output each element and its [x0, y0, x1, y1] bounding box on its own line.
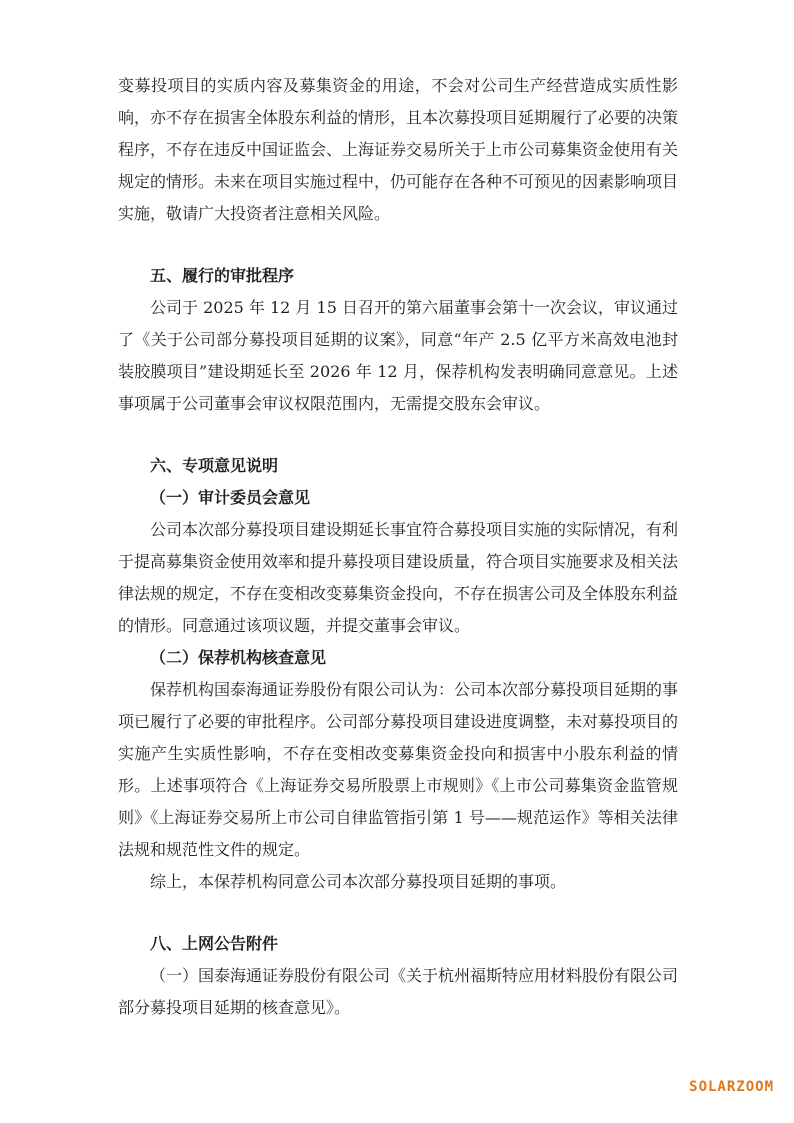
paragraph: 保荐机构国泰海通证券股份有限公司认为：公司本次部分募投项目延期的事项已履行了必要的审批程序。公司部分募投项目建设进度调整，未对募投项目的实施产生实质性影响，不存在变相改变募集资金投向和损害中小股东利益的情形。上述事项符合《上海证券交易所股票上市规则》《上市公司募集资金监管规则》《上海证券交易所上市公司自律监管指引第 1 号——规范运作》等相关法律法规和规范性文件的规定。	[118, 680, 679, 859]
section-heading: 八、上网公告附件	[150, 934, 279, 953]
paragraph: 公司于 2025 年 12 月 15 日召开的第六届董事会第十一次会议，审议通过了《关于公司部分募投项目延期的议案》，同意“年产 2.5 亿平方米高效电池封装胶膜项目”建设期延长至 2026 年 12 月，保荐机构发表明确同意意见。上述事项属于公司董事会审议权限范围内，无需提交股东会审议。	[118, 298, 678, 413]
section-subheading: （二）保荐机构核查意见	[150, 648, 327, 667]
announcement-body	[118, 70, 678, 1024]
paragraph: 公司本次部分募投项目建设期延长事宜符合募投项目实施的实际情况，有利于提高募集资金使用效率和提升募投项目建设质量，符合项目实施要求及相关法律法规的规定，不存在变相改变募集资金投向，不存在损害公司及全体股东利益的情形。同意通过该项议题，并提交董事会审议。	[118, 520, 679, 635]
section-subheading: （一）审计委员会意见	[150, 488, 311, 507]
paragraph: 综上，本保荐机构同意公司本次部分募投项目延期的事项。	[150, 872, 567, 891]
solarzoom-watermark: SOLARZOOM	[689, 1079, 774, 1095]
section-heading: 五、履行的审批程序	[150, 266, 295, 285]
paragraph: （一）国泰海通证券股份有限公司《关于杭州福斯特应用材料股份有限公司部分募投项目延期的核查意见》。	[118, 966, 679, 1017]
paragraph: 变募投项目的实质内容及募集资金的用途，不会对公司生产经营造成实质性影响，亦不存在损害全体股东利益的情形，且本次募投项目延期履行了必要的决策程序，不存在违反中国证监会、上海证券交易所关于上市公司募集资金使用有关规定的情形。未来在项目实施过程中，仍可能存在各种不可预见的因素影响项目实施，敬请广大投资者注意相关风险。	[118, 76, 679, 223]
section-heading: 六、专项意见说明	[150, 456, 279, 475]
